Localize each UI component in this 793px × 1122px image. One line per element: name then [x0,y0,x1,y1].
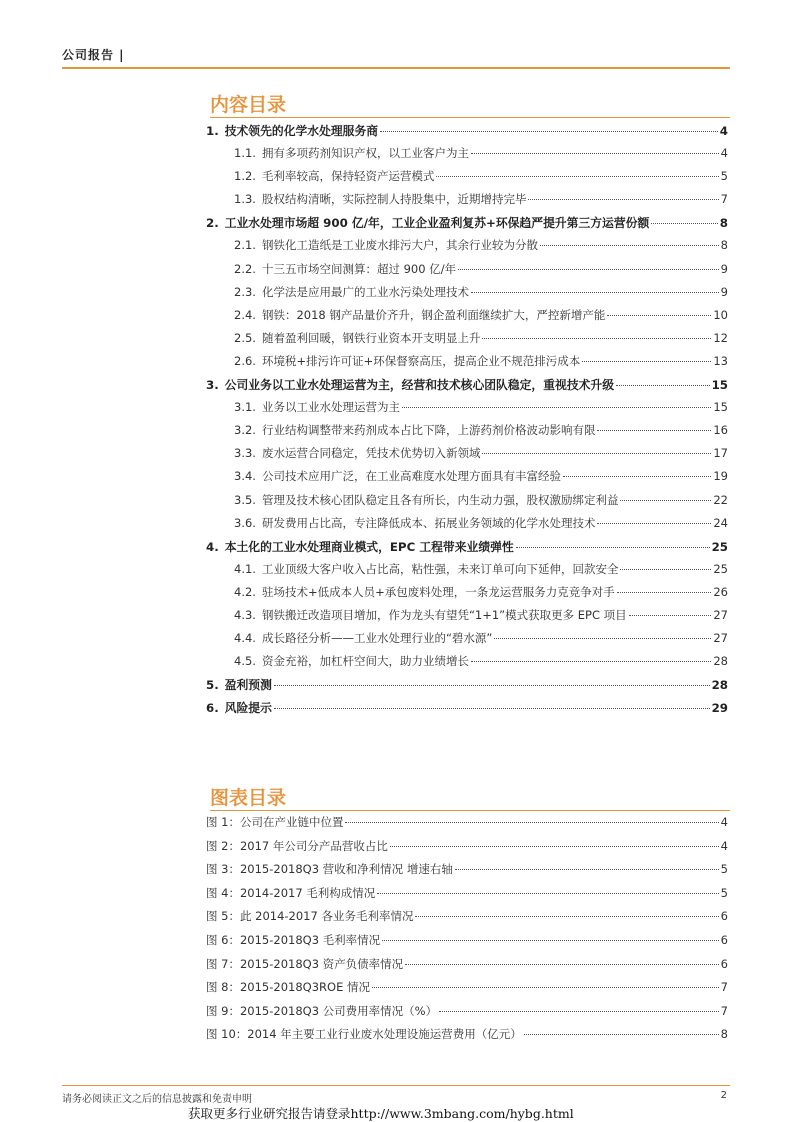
toc-entry-title: 风险提示 [224,701,272,716]
toc-section-entry[interactable] [206,468,728,491]
page-number: 2 [720,1090,727,1101]
figure-dot-leader [405,964,718,965]
figure-list-entry[interactable] [206,956,728,980]
figure-dot-leader [382,940,718,941]
toc-entry-title: 股权结构清晰，实际控制人持股集中，近期增持完毕 [261,192,527,207]
toc-section-entry[interactable] [206,584,728,607]
toc-entry-title: 工业顶级大客户收入占比高，粘性强，未来订单可向下延伸，回款安全 [261,561,619,576]
toc-section-entry[interactable] [206,607,728,630]
toc-entry-number: 4.2. [234,584,256,599]
toc-section-entry[interactable] [206,561,728,584]
figure-list-entry[interactable] [206,885,728,909]
toc-dot-leader [616,385,710,386]
toc-entry-number: 2.5. [234,330,256,345]
toc-entry-title: 拥有多项药剂知识产权，以工业客户为主 [261,146,469,161]
figure-entry-title: 图 3：2015-2018Q3 营收和净利情况 增速右轴 [206,862,453,877]
figure-entry-title: 图 2：2017 年公司分产品营收占比 [206,838,388,853]
figure-dot-leader [524,1034,719,1035]
toc-dot-leader [482,338,711,339]
toc-entry-number: 4. [206,539,219,554]
figure-dot-leader [390,846,719,847]
toc-section-entry[interactable] [206,261,728,284]
toc-dot-leader [620,569,711,570]
figure-entry-title: 图 5：此 2014-2017 各业务毛利率情况 [206,909,414,924]
figure-dot-leader [415,916,718,917]
toc-entry-title: 驻场技术+低成本人员+承包废料处理，一条龙运营服务力克竞争对手 [261,584,615,599]
toc-dot-leader [471,661,711,662]
toc-entry-page: 12 [713,330,728,345]
toc-dot-leader [274,708,710,709]
toc-entry-title: 资金充裕，加杠杆空间大，助力业绩增长 [261,654,469,669]
toc-chapter-entry[interactable] [206,376,728,399]
toc-entry-page: 27 [713,607,728,622]
toc-entry-title: 钢铁搬迁改造项目增加，作为龙头有望凭“1+1”模式获取更多 EPC 项目 [261,607,627,622]
toc-dot-leader [607,315,711,316]
toc-entry-number: 3.1. [234,400,256,415]
toc-entry-page: 28 [713,654,728,669]
figure-dot-leader [345,822,718,823]
toc-entry-number: 4.3. [234,607,256,622]
figure-entry-title: 图 1：公司在产业链中位置 [206,815,344,829]
figure-entry-page: 6 [720,932,728,947]
toc-dot-leader [597,430,711,431]
toc-entry-number: 4.4. [234,631,256,646]
toc-entry-title: 成长路径分析——工业水处理行业的“碧水源” [261,631,493,646]
toc-entry-page: 29 [711,701,728,716]
toc-dot-leader [471,153,719,154]
toc-section-entry[interactable] [206,422,728,445]
toc-dot-leader [494,638,711,639]
toc-entry-number: 1.1. [234,146,256,161]
figure-entry-title: 图 10：2014 年主要工业行业废水处理设施运营费用（亿元） [206,1027,522,1042]
toc-entry-number: 4.1. [234,561,256,576]
toc-dot-leader [620,500,711,501]
footer-watermark-link[interactable]: 获取更多行业研究报告请登录http://www.3mbang.com/hybg.html [188,1106,574,1121]
toc-dot-leader [540,245,719,246]
toc-chapter-entry[interactable] [206,122,728,145]
figure-entry-page: 4 [720,815,728,829]
toc-dot-leader [471,292,719,293]
toc-entry-page: 9 [720,284,728,299]
toc-entry-page: 19 [713,469,728,484]
toc-entry-number: 1.2. [234,169,256,184]
toc-section-entry[interactable] [206,492,728,515]
figure-dot-leader [372,987,719,988]
toc-entry-title: 废水运营合同稳定，凭技术优势切入新领域 [261,446,481,461]
contents-list [206,122,728,722]
figure-entry-title: 图 6：2015-2018Q3 毛利率情况 [206,932,381,947]
figure-entry-page: 7 [720,980,728,995]
toc-entry-number: 6. [206,701,219,716]
toc-entry-title: 公司业务以工业水处理运营为主，经营和技术核心团队稳定，重视技术升级 [224,378,615,393]
toc-entry-title: 随着盈利回暖，钢铁行业资本开支明显上升 [261,330,481,345]
figure-dot-leader [455,869,719,870]
toc-chapter-entry[interactable] [206,538,728,561]
toc-entry-number: 3. [206,378,219,393]
toc-section-entry[interactable] [206,353,728,376]
toc-section-entry[interactable] [206,168,728,191]
contents-title: 内容目录 [210,94,287,116]
toc-entry-page: 26 [713,584,728,599]
toc-entry-title: 本土化的工业水处理商业模式，EPC 工程带来业绩弹性 [224,539,514,554]
toc-entry-page: 13 [713,353,728,368]
toc-section-entry[interactable] [206,330,728,353]
figures-list [206,814,728,1050]
toc-dot-leader [380,131,718,132]
toc-entry-page: 17 [713,446,728,461]
toc-dot-leader [617,592,712,593]
toc-dot-leader [528,199,718,200]
toc-dot-leader [402,407,711,408]
toc-entry-page: 8 [719,216,728,231]
toc-chapter-entry[interactable] [206,676,728,699]
toc-entry-title: 工业水处理市场超 900 亿/年，工业企业盈利复苏+环保趋严提升第三方运营份额 [224,216,650,231]
toc-entry-page: 25 [711,539,728,554]
toc-entry-page: 22 [713,492,728,507]
toc-entry-page: 15 [713,400,728,415]
toc-entry-title: 管理及技术核心团队稳定且各有所长，内生动力强，股权激励绑定利益 [261,492,619,507]
figure-dot-leader [377,893,718,894]
toc-entry-number: 4.5. [234,654,256,669]
toc-entry-page: 15 [711,378,728,393]
toc-section-entry[interactable] [206,399,728,422]
figure-entry-page: 8 [720,1027,728,1042]
figure-entry-page: 4 [720,838,728,853]
contents-title-divider [210,117,730,118]
figure-list-entry[interactable] [206,814,728,838]
toc-entry-page: 28 [711,678,728,693]
toc-entry-page: 4 [719,124,728,138]
figures-title: 图表目录 [210,787,287,809]
figure-entry-page: 6 [720,909,728,924]
toc-dot-leader [563,476,711,477]
toc-entry-number: 3.3. [234,446,256,461]
toc-entry-number: 2.2. [234,261,256,276]
toc-dot-leader [274,685,710,686]
toc-dot-leader [482,453,711,454]
toc-dot-leader [458,269,719,270]
toc-entry-title: 环境税+排污许可证+环保督察高压，提高企业不规范排污成本 [261,353,581,368]
toc-entry-page: 10 [713,307,728,322]
toc-entry-title: 钢铁化工造纸是工业废水排污大户，其余行业较为分散 [261,238,538,253]
toc-entry-page: 27 [713,631,728,646]
toc-entry-title: 毛利率较高，保持轻资产运营模式 [261,169,435,184]
toc-entry-number: 3.5. [234,492,256,507]
toc-entry-page: 25 [713,561,728,576]
toc-entry-page: 16 [713,423,728,438]
figure-entry-title: 图 7：2015-2018Q3 资产负债率情况 [206,956,404,971]
toc-entry-page: 8 [720,238,728,253]
toc-entry-page: 9 [720,261,728,276]
report-type-label: 公司报告 | [62,48,125,62]
figure-entry-title: 图 9：2015-2018Q3 公司费用率情况（%） [206,1003,438,1018]
toc-entry-title: 化学法是应用最广的工业水污染处理技术 [261,284,469,299]
toc-entry-title: 业务以工业水处理运营为主 [261,400,400,415]
footer-divider [62,1085,730,1086]
toc-entry-title: 十三五市场空间测算：超过 900 亿/年 [261,261,457,276]
figure-dot-leader [439,1011,719,1012]
header-divider [62,67,730,69]
toc-dot-leader [651,223,718,224]
toc-entry-title: 技术领先的化学水处理服务商 [224,124,379,138]
toc-entry-number: 2. [206,216,219,231]
toc-dot-leader [629,615,712,616]
figure-list-entry[interactable] [206,908,728,932]
footer-disclaimer: 请务必阅读正文之后的信息披露和免责申明 [62,1094,252,1105]
toc-section-entry[interactable] [206,445,728,468]
figure-list-entry[interactable] [206,1026,728,1050]
toc-entry-number: 2.6. [234,353,256,368]
figure-list-entry[interactable] [206,838,728,862]
toc-entry-page: 24 [713,515,728,530]
toc-section-entry[interactable] [206,515,728,538]
toc-entry-page: 7 [720,192,728,207]
toc-entry-number: 2.3. [234,284,256,299]
toc-entry-title: 研发费用占比高，专注降低成本、拓展业务领域的化学水处理技术 [261,515,596,530]
toc-dot-leader [516,547,710,548]
toc-entry-page: 4 [720,146,728,161]
toc-entry-number: 3.2. [234,423,256,438]
toc-entry-number: 3.4. [234,469,256,484]
figures-title-divider [210,810,730,811]
toc-section-entry[interactable] [206,653,728,676]
figure-entry-page: 7 [720,1003,728,1018]
figure-list-entry[interactable] [206,861,728,885]
toc-section-entry[interactable] [206,145,728,168]
toc-entry-number: 1.3. [234,192,256,207]
toc-entry-number: 1. [206,124,219,138]
toc-entry-title: 公司技术应用广泛，在工业高难度水处理方面具有丰富经验 [261,469,561,484]
toc-dot-leader [436,176,718,177]
figure-entry-page: 6 [720,956,728,971]
toc-chapter-entry[interactable] [206,214,728,237]
toc-entry-title: 行业结构调整带来药剂成本占比下降，上游药剂价格波动影响有限 [261,423,596,438]
figure-entry-page: 5 [720,862,728,877]
figure-list-entry[interactable] [206,932,728,956]
toc-dot-leader [597,523,711,524]
toc-entry-number: 3.6. [234,515,256,530]
figure-entry-page: 5 [720,885,728,900]
toc-section-entry[interactable] [206,284,728,307]
toc-entry-title: 盈利预测 [224,678,272,693]
toc-dot-leader [582,361,711,362]
toc-chapter-entry[interactable] [206,699,728,722]
figure-entry-title: 图 4：2014-2017 毛利构成情况 [206,885,376,900]
figure-list-entry[interactable] [206,1003,728,1027]
toc-section-entry[interactable] [206,307,728,330]
toc-section-entry[interactable] [206,237,728,260]
toc-entry-page: 5 [720,169,728,184]
figure-list-entry[interactable] [206,979,728,1003]
toc-entry-number: 5. [206,678,219,693]
figure-entry-title: 图 8：2015-2018Q3ROE 情况 [206,980,370,995]
toc-section-entry[interactable] [206,191,728,214]
toc-entry-title: 钢铁：2018 钢产品量价齐升，钢企盈利面继续扩大，严控新增产能 [261,307,606,322]
toc-section-entry[interactable] [206,630,728,653]
toc-entry-number: 2.4. [234,307,256,322]
toc-entry-number: 2.1. [234,238,256,253]
